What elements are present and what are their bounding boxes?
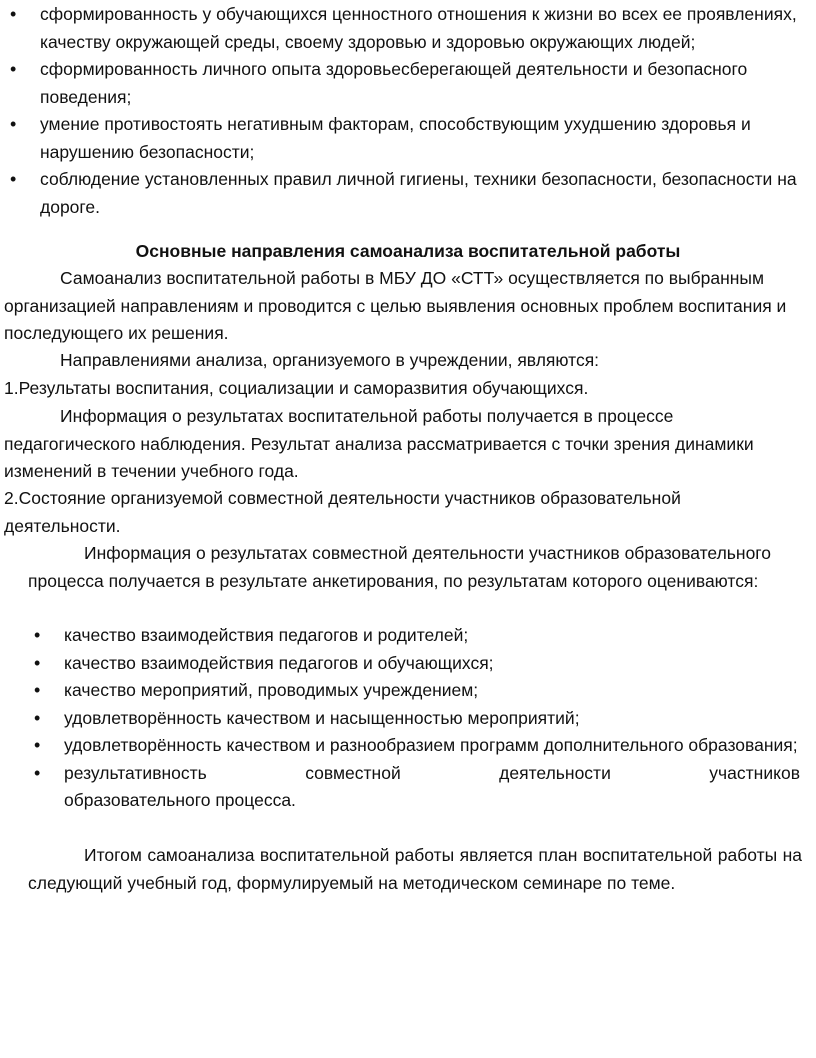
list-item: • соблюдение установленных правил личной гигиены, техники безопасности, безопасности на дороге. [0,166,806,221]
directions-intro: Направлениями анализа, организуемого в учреждении, являются: [60,350,600,370]
list-item: • удовлетворённость качеством и насыщенностью мероприятий; [0,705,800,733]
direction-1: 1.Результаты воспитания, социализации и саморазвития обучающихся. [4,378,589,398]
bullet-list-goals [0,1,812,221]
list-item: • качество взаимодействия педагогов и родителей; [0,622,800,650]
intro-paragraph: Самоанализ воспитательной работы в МБУ ДО «СТТ» осуществляется по выбранным организацией направлениям и проводится с целью выявления основных проблем воспитания и последующего их решения. [4,268,787,343]
list-item: • умение противостоять негативным факторам, способствующим ухудшению здоровья и нарушению безопасности; [0,111,806,166]
final-paragraph: Итогом самоанализа воспитательной работы является план воспитательной работы на следующий учебный год, формулируемый на методическом семинаре по теме. [28,845,802,893]
direction-2: 2.Состояние организуемой совместной деятельности участников образовательной деятельности. [4,488,681,536]
list-item: • качество мероприятий, проводимых учреждением; [0,677,800,705]
list-item [0,760,800,815]
list-item-line: образовательного процесса. [64,790,296,810]
info-paragraph-2: Информация о результатах совместной деятельности участников образовательного процесса получается в результате анкетирования, по результатам которого оцениваются: [28,543,772,591]
list-item: • сформированность у обучающихся ценностного отношения к жизни во всех ее проявлениях, качеству окружающей среды, своему здоровью и здоровью окружающих людей; [0,1,806,56]
bullet-list-evaluation [0,622,800,815]
info-paragraph-1: Информация о результатах воспитательной работы получается в процессе педагогического наблюдения. Результат анализа рассматривается с точки зрения динамики изменений в течении учебного года. [4,406,754,481]
section-heading: Основные направления самоанализа воспитательной работы [135,241,681,261]
list-item: • сформированность личного опыта здоровьесберегающей деятельности и безопасного поведения; [0,56,806,111]
list-item-line: результативность совместной деятельности участников [64,762,800,783]
list-item: • качество взаимодействия педагогов и обучающихся; [0,650,800,678]
list-item: • удовлетворённость качеством и разнообразием программ дополнительного образования; [0,732,800,760]
